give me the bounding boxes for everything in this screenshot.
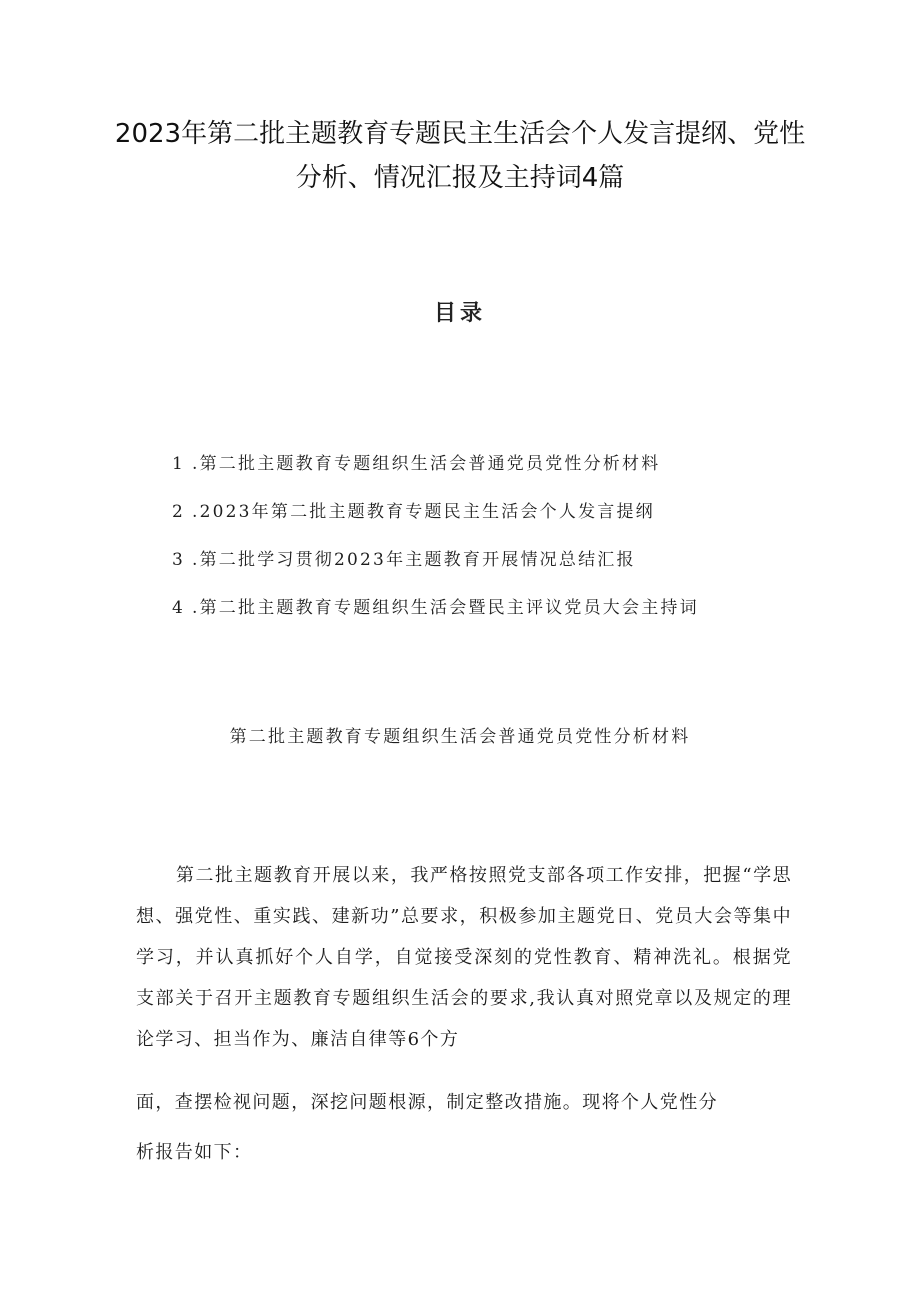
- toc-item-number: 4: [172, 598, 186, 618]
- toc-heading: 目录: [433, 301, 486, 326]
- toc-item-text: .第二批主题教育专题组织生活会普通党员党性分析材料: [192, 454, 661, 474]
- toc-item-number: 3: [172, 550, 186, 570]
- toc-item-4[interactable]: [172, 584, 812, 632]
- body-paragraph: 第二批主题教育开展以来，我严格按照党支部各项工作安排，把握“学思想、强党性、重实践、建新功”总要求，积极参加主题党日、党员大会等集中学习，并认真抓好个人自学，自觉接受深刻的党性教育、精神洗礼。根据党支部关于召开主题教育专题组织生活会的要求,我认真对照党章以及规定的理论学习、担当作为、廉洁自律等6个方: [136, 865, 792, 1050]
- toc-item-number: 1: [172, 454, 186, 474]
- toc-item-1[interactable]: [172, 440, 812, 488]
- document-title: 2023年第二批主题教育专题民主生活会个人发言提纲、党性分析、情况汇报及主持词4篇: [114, 119, 806, 193]
- toc-item-3[interactable]: [172, 536, 812, 584]
- toc-item-text: .第二批学习贯彻2023年主题教育开展情况总结汇报: [192, 550, 636, 570]
- table-of-contents: [172, 440, 812, 632]
- body-line-continued: 面，查摆检视问题，深挖问题根源，制定整改措施。现将个人党性分: [136, 1092, 718, 1113]
- toc-item-number: 2: [172, 502, 186, 522]
- section-title: 第二批主题教育专题组织生活会普通党员党性分析材料: [229, 727, 691, 747]
- toc-item-text: .2023年第二批主题教育专题民主生活会个人发言提纲: [192, 502, 655, 522]
- toc-item-2[interactable]: [172, 488, 812, 536]
- body-line-final: 析报告如下：: [136, 1142, 253, 1163]
- toc-item-text: .第二批主题教育专题组织生活会暨民主评议党员大会主持词: [192, 598, 699, 618]
